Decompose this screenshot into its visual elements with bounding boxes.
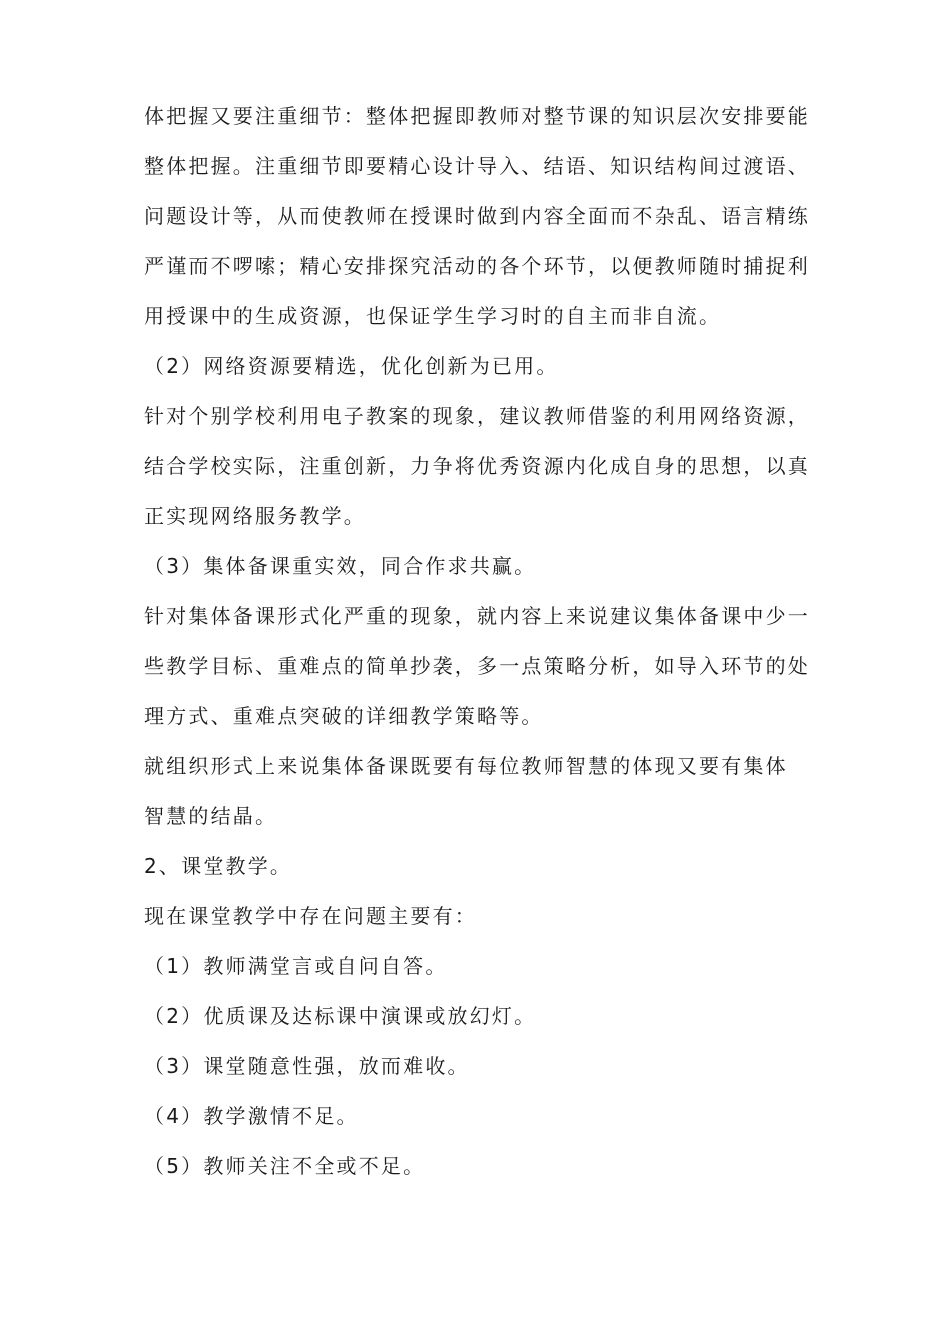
paragraph-line: 智慧的结晶。	[144, 804, 278, 828]
paragraph-line: 些教学目标、重难点的简单抄袭，多一点策略分析，如导入环节的处	[144, 654, 810, 678]
list-item: （4）教学激情不足。	[144, 1104, 359, 1128]
paragraph-line: 就组织形式上来说集体备课既要有每位教师智慧的体现又要有集体	[144, 754, 788, 778]
paragraph-line: 理方式、重难点突破的详细教学策略等。	[144, 704, 544, 728]
paragraph-line: 针对集体备课形式化严重的现象，就内容上来说建议集体备课中少一	[144, 604, 810, 628]
paragraph-line: 整体把握。注重细节即要精心设计导入、结语、知识结构间过渡语、	[144, 154, 810, 178]
subheading-line: （3）集体备课重实效，同合作求共赢。	[144, 554, 537, 578]
paragraph-line: 结合学校实际，注重创新，力争将优秀资源内化成自身的思想，以真	[144, 454, 810, 478]
paragraph-line: 问题设计等，从而使教师在授课时做到内容全面而不杂乱、语言精练	[144, 204, 810, 228]
list-item: （2）优质课及达标课中演课或放幻灯。	[144, 1004, 537, 1028]
list-item: （3）课堂随意性强，放而难收。	[144, 1054, 470, 1078]
subheading-line: （2）网络资源要精选，优化创新为已用。	[144, 354, 559, 378]
list-item: （1）教师满堂言或自问自答。	[144, 954, 448, 978]
section-heading: 2、课堂教学。	[144, 854, 293, 878]
paragraph-line: 严谨而不啰嗦；精心安排探究活动的各个环节，以便教师随时捕捉利	[144, 254, 810, 278]
paragraph-line: 现在课堂教学中存在问题主要有：	[144, 904, 477, 928]
document-body	[144, 103, 824, 1203]
paragraph-line: 体把握又要注重细节：整体把握即教师对整节课的知识层次安排要能	[144, 104, 810, 128]
paragraph-line: 针对个别学校利用电子教案的现象，建议教师借鉴的利用网络资源，	[144, 404, 810, 428]
paragraph-line: 用授课中的生成资源，也保证学生学习时的自主而非自流。	[144, 304, 722, 328]
paragraph-line: 正实现网络服务教学。	[144, 504, 366, 528]
list-item: （5）教师关注不全或不足。	[144, 1154, 426, 1178]
